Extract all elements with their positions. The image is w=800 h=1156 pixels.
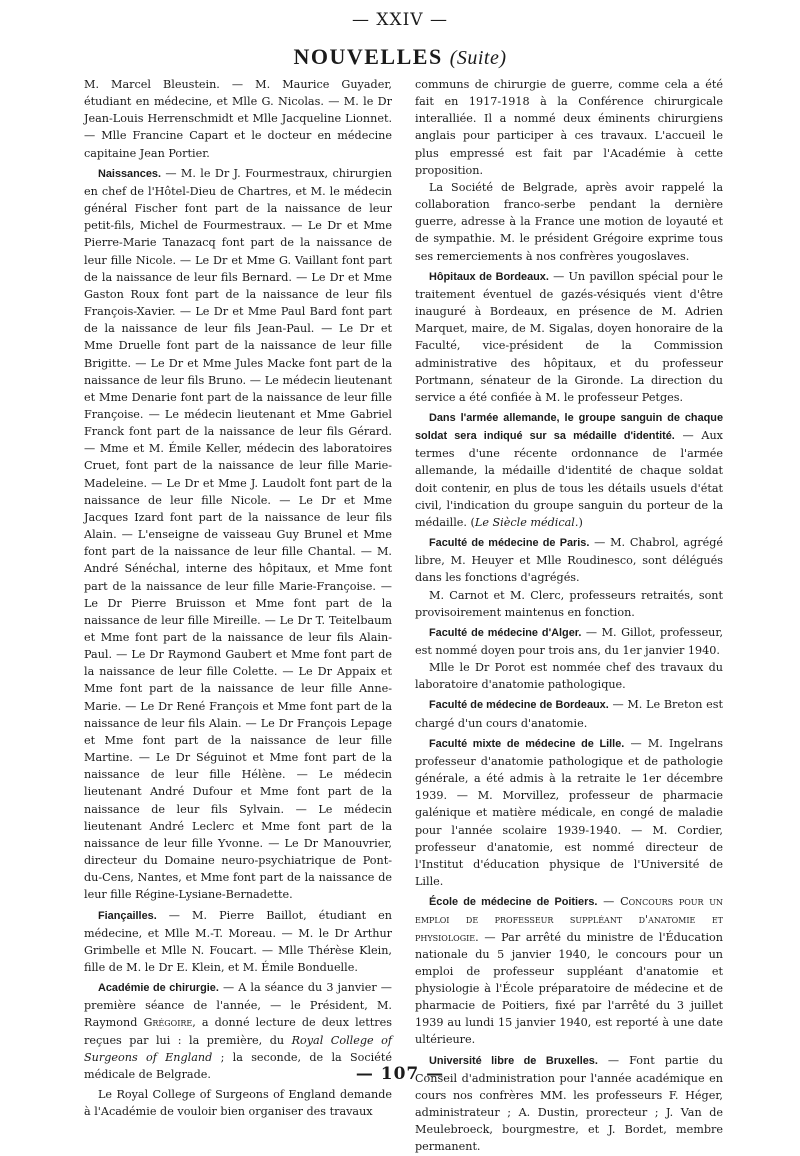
faculte-paris-text: — M. Chabrol, agrégé libre, M. Heuyer et Mlle Roudinesco, sont délégués dans les fonctions d'agrégés.	[415, 536, 723, 585]
faculte-alger-paragraph	[415, 624, 723, 659]
right-column	[415, 76, 723, 1156]
naissances-heading: Naissances.	[98, 167, 161, 180]
fiancailles-heading: Fiançailles.	[98, 909, 157, 922]
faculte-paris-heading: Faculté de médecine de Paris.	[429, 537, 590, 550]
faculte-alger-paragraph-2: Mlle le Dr Porot est nommée chef des travaux du laboratoire d'anatomie pathologique.	[415, 661, 723, 692]
marriages-continued: M. Marcel Bleustein. — M. Maurice Guyader, étudiant en médecine, et Mlle G. Nicolas. — M. le Dr Jean-Louis Herrenschmidt et Mlle Jacqueline Lionnet. — Mlle Francine Capart et le docteur en médecine capitaine Jean Portier.	[84, 78, 392, 160]
faculte-bordeaux-heading: Faculté de médecine de Bordeaux.	[429, 699, 609, 712]
armee-allemande-heading: Dans l'armée allemande, le groupe sanguin de chaque soldat sera indiqué sur sa médaille d'identité.	[415, 411, 723, 443]
chirurgie-royal-college: Royal College of Surgeons of England	[84, 1033, 392, 1064]
faculte-alger-heading: Faculté de médecine d'Alger.	[429, 626, 582, 639]
chirurgie-continued: communs de chirurgie de guerre, comme cela a été fait en 1917-1918 à la Conférence chirurgicale interalliée. Il a nommé deux éminents chirurgiens anglais pour participer à ces travaux. L'accueil le plus empressé est fait par l'Académie à cette proposition.	[415, 78, 723, 177]
naissances-paragraph	[84, 165, 392, 904]
armee-allemande-text: — Aux termes d'une récente ordonnance de l'armée allemande, la médaille d'identité de chaque soldat doit contenir, en plus de tous les détails usuels d'état civil, l'indication du groupe sanguin du porteur de la médaille. (	[415, 429, 723, 529]
hopitaux-bordeaux-text: — Un pavillon spécial pour le traitement éventuel de gazés-vésiqués vient d'être inauguré à Bordeaux, en présence de M. Adrien Marquet, maire, de M. Sigalas, doyen honoraire de la Faculté, vice-président de la Commission administrative des hôpitaux, et du professeur Portmann, sénateur de la Gironde. La direction du service a été confiée à M. le professeur Petges.	[415, 269, 724, 404]
royal-college-paragraph: Le Royal College of Surgeons of England demande à l'Académie de vouloir bien organiser des travaux	[84, 1088, 392, 1119]
chirurgie-text-a: — A la séance du 3 janvier — première séance de l'année, — le Président, M. Raymond	[84, 981, 392, 1030]
ecole-poitiers-paragraph	[415, 893, 723, 1048]
fiancailles-text: — M. Pierre Baillot, étudiant en médecine, et Mlle M.-T. Moreau. — M. le Dr Arthur Grimbelle et Mlle N. Foucart. — Mlle Thérèse Klein, fille de M. le Dr E. Klein, et M. Émile Bonduelle.	[84, 908, 392, 974]
fiancailles-paragraph	[84, 907, 392, 977]
faculte-alger-text: — M. Gillot, professeur, est nommé doyen pour trois ans, du 1er janvier 1940.	[415, 625, 723, 657]
ecole-poitiers-text: — Par arrêté du ministre de l'Éducation nationale du 5 janvier 1940, le concours pour un emploi de professeur suppléant d'anatomie et physiologie à l'École préparatoire de médecine et de pharmacie de Poitiers, fixé par l'arrêté du 3 juillet 1939 au lundi 15 janvier 1940, est reporté à une date ultérieure.	[415, 930, 723, 1047]
universite-bruxelles-heading: Université libre de Bruxelles.	[429, 1054, 598, 1067]
chirurgie-text-c: ; la seconde, de la Société médicale de Belgrade.	[84, 1050, 392, 1081]
faculte-lille-paragraph	[415, 735, 723, 890]
section-title-suffix: (Suite)	[449, 47, 507, 69]
hopitaux-bordeaux-paragraph	[415, 268, 723, 406]
ecole-poitiers-heading: École de médecine de Poitiers.	[429, 896, 598, 909]
armee-allemande-paragraph	[415, 409, 723, 531]
faculte-lille-heading: Faculté mixte de médecine de Lille.	[429, 737, 625, 750]
chirurgie-text-b: , a donné lecture de deux lettres reçues par lui : la première, du	[84, 1016, 393, 1047]
faculte-bordeaux-paragraph	[415, 696, 723, 731]
hopitaux-bordeaux-heading: Hôpitaux de Bordeaux.	[429, 270, 549, 283]
armee-allemande-end: )	[578, 515, 583, 529]
section-title	[0, 44, 800, 70]
universite-bruxelles-text: — Font partie du Conseil d'administration pour l'année académique en cours nos confrères MM. les professeurs F. Héger, administrateur ; A. Dustin, prorecteur ; J. Van de Meulebroeck, bourgmestre, et J. Bordet, membre permanent.	[415, 1053, 723, 1154]
faculte-bordeaux-text: — M. Le Breton est chargé d'un cours d'anatomie.	[415, 698, 724, 730]
page-roman-numeral: — XXIV —	[351, 10, 448, 30]
ecole-poitiers-dash: —	[597, 895, 621, 909]
naissances-text: — M. le Dr J. Fourmestraux, chirurgien en chef de l'Hôtel-Dieu de Chartres, et M. le médecin général Fischer font part de la naissance de leur petit-fils, Michel de Fourmestraux. — Le Dr et Mme Pierre-Marie Tanazacq font part de la naissance de leur fille Nicole. — Le Dr et Mme G. Vaillant font part de la naissance de leur fils Bernard. — Le Dr et Mme Gaston Roux font part de la naissance de leur fils François-Xavier. — Le Dr et Mme Paul Bard font part de la naissance de leur fils Jean-Paul. — Le Dr et Mme Druelle font part de la naissance de leur fille Brigitte. — Le Dr et Mme Jules Macke font part de la naissance de leur fils Bruno. — Le médecin lieutenant et Mme Denarie font part de la naissance de leur fille Françoise. — Le médecin lieutenant et Mme Gabriel Franck font part de la naissance de leur fils Gérard. — Mme et M. Émile Keller, médecin des laboratoires Cruet, font part de la naissance de leur fille Marie-Madeleine. — Le Dr et Mme J. Laudolt font part de la naissance de leur fille Nicole. — Le Dr et Mme Jacques Izard font part de la naissance de leur fils Alain. — L'enseigne de vaisseau Guy Brunel et Mme font part de la naissance de leur fille Chantal. — M. André Sénéchal, interne des hôpitaux, et Mme font part de la naissance de leur fille Marie-Françoise. — Le Dr Pierre Bruisson et Mme font part de la naissance de leur fille Mireille. — Le Dr T. Teitelbaum et Mme font part de la naissance de leur fils Alain-Paul. — Le Dr Raymond Gaubert et Mme font part de la naissance de leur fille Colette. — Le Dr Appaix et Mme font part de la naissance de leur fille Anne-Marie. — Le Dr René François et Mme font part de la naissance de leur fils Alain. — Le Dr François Lepage et Mme font part de la naissance de leur fille Martine. — Le Dr Séguinot et Mme font part de la naissance de leur fille Hélène. — Le médecin lieutenant André Dufour et Mme font part de la naissance de leur fils Sylvain. — Le médecin lieutenant André Leclerc et Mme font part de la naissance de leur fille Yvonne. — Le Dr Manouvrier, directeur du Domaine neuro-psychiatrique de Pont-du-Cens, Nantes, et Mme font part de la naissance de leur fille Régine-Lysiane-Bernadette.	[84, 166, 392, 902]
left-column	[84, 76, 392, 1120]
belgrade-paragraph: La Société de Belgrade, après avoir rappelé la collaboration franco-serbe pendant la dernière guerre, adresse à la France une motion de loyauté et de sympathie. M. le président Grégoire exprime tous ses remerciements à nos confrères yougoslaves.	[415, 180, 723, 263]
chirurgie-heading: Académie de chirurgie.	[98, 982, 219, 995]
faculte-lille-text: — M. Ingelrans professeur d'anatomie pathologique et de pathologie générale, a été admis à la retraite le 1er décembre 1939. — M. Morvillez, professeur de pharmacie galénique et matière médicale, en congé de maladie pour l'année scolaire 1939-1940. — M. Cordier, professeur d'anatomie, est nommé directeur de l'Institut d'éducation physique de l'Université de Lille.	[415, 736, 723, 889]
armee-allemande-source: Le Siècle médical.	[474, 515, 579, 529]
faculte-paris-paragraph	[415, 534, 723, 586]
page-number: — 107 —	[355, 1064, 445, 1084]
chirurgie-president-name: Grégoire	[143, 1016, 193, 1030]
ecole-poitiers-concours: Concours pour un emploi de professeur suppléant d'anatomie et physiologie.	[415, 895, 723, 944]
section-title-main: NOUVELLES	[293, 44, 443, 69]
faculte-paris-paragraph-2: M. Carnot et M. Clerc, professeurs retraités, sont provisoirement maintenus en fonction.	[415, 588, 723, 619]
